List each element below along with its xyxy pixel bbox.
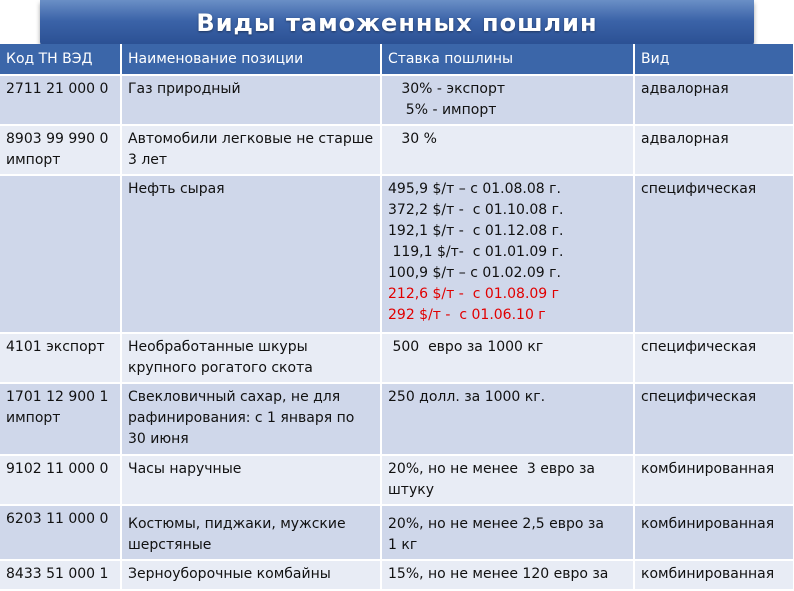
cell-rate [381, 75, 634, 125]
table-body [0, 75, 794, 590]
rate-line: 20%, но не менее 2,5 евро за [388, 516, 604, 532]
header-rate: Ставка пошлины [381, 44, 634, 75]
rate-line: 119,1 $/т- с 01.01.09 г. [388, 244, 564, 260]
rate-line: 30% - экспорт [388, 81, 506, 97]
table-row [0, 455, 794, 505]
rate-line: 1 кг [388, 537, 418, 553]
cell-rate [381, 333, 634, 383]
rate-line: 495,9 $/т – с 01.08.08 г. [388, 181, 561, 197]
cell-rate [381, 125, 634, 175]
cell-name: Свекловичный сахар, не для рафинирования: с 1 января по 30 июня [121, 383, 381, 455]
cell-type: специфическая [634, 175, 794, 333]
table-row [0, 560, 794, 590]
cell-type: адвалорная [634, 75, 794, 125]
cell-code: 8433 51 000 1 [0, 560, 121, 590]
cell-rate [381, 383, 634, 455]
cell-code: 4101 экспорт [0, 333, 121, 383]
cell-rate [381, 560, 634, 590]
cell-name: Газ природный [121, 75, 381, 125]
cell-type: адвалорная [634, 125, 794, 175]
rate-line: 372,2 $/т - с 01.10.08 г. [388, 202, 564, 218]
table-row [0, 125, 794, 175]
table-row [0, 505, 794, 560]
cell-name: Нефть сырая [121, 175, 381, 333]
rate-line: 250 долл. за 1000 кг. [388, 389, 546, 405]
header-code: Код ТН ВЭД [0, 44, 121, 75]
rate-line: 15%, но не менее 120 евро за [388, 566, 609, 582]
header-type: Вид [634, 44, 794, 75]
cell-code [0, 175, 121, 333]
rate-line-highlighted: 212,6 $/т - с 01.08.09 г [388, 286, 560, 302]
table-row [0, 383, 794, 455]
cell-code: 1701 12 900 1 импорт [0, 383, 121, 455]
cell-name: Костюмы, пиджаки, мужские шерстяные [121, 505, 381, 560]
rate-line: 500 евро за 1000 кг [388, 339, 544, 355]
rate-line: 30 % [388, 131, 437, 147]
rate-line: штуку [388, 482, 434, 498]
table-row [0, 333, 794, 383]
cell-type: комбинированная [634, 560, 794, 590]
cell-name: Зерноуборочные комбайны [121, 560, 381, 590]
table-row [0, 175, 794, 333]
cell-type: специфическая [634, 333, 794, 383]
customs-duties-table [0, 44, 794, 591]
cell-name: Часы наручные [121, 455, 381, 505]
cell-type: специфическая [634, 383, 794, 455]
cell-rate [381, 505, 634, 560]
rate-line: 192,1 $/т - с 01.12.08 г. [388, 223, 564, 239]
cell-code: 2711 21 000 0 [0, 75, 121, 125]
rate-line: 5% - импорт [388, 102, 497, 118]
rate-line: 20%, но не менее 3 евро за [388, 461, 596, 477]
slide-title: Виды таможенных пошлин [196, 9, 598, 37]
cell-type: комбинированная [634, 455, 794, 505]
header-name: Наименование позиции [121, 44, 381, 75]
cell-code: 9102 11 000 0 [0, 455, 121, 505]
cell-name: Автомобили легковые не старше 3 лет [121, 125, 381, 175]
cell-type: комбинированная [634, 505, 794, 560]
header-row [0, 44, 794, 75]
cell-code: 6203 11 000 0 [0, 505, 121, 560]
table-row [0, 75, 794, 125]
title-banner [40, 0, 754, 46]
cell-name: Необработанные шкуры крупного рогатого скота [121, 333, 381, 383]
cell-rate [381, 175, 634, 333]
cell-code: 8903 99 990 0 импорт [0, 125, 121, 175]
rate-line-highlighted: 292 $/т - с 01.06.10 г [388, 307, 546, 323]
cell-rate [381, 455, 634, 505]
rate-line: 100,9 $/т – с 01.02.09 г. [388, 265, 561, 281]
